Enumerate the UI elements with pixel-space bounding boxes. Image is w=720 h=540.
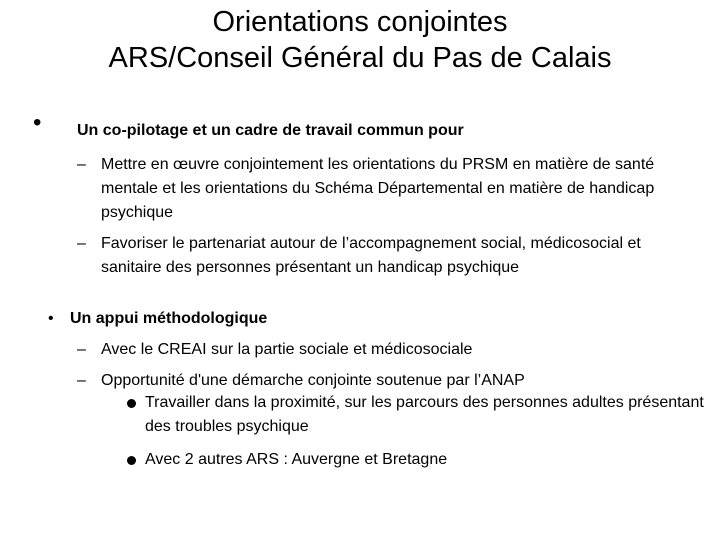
dash-marker: – (77, 235, 86, 252)
sub-item-partenariat: Favoriser le partenariat autour de l’accompagnement social, médicosocial et sanitaire des personnes présentant un handicap psychique (101, 235, 641, 276)
bullet-appui-methodologique: Un appui méthodologique (70, 310, 268, 327)
sub-item-creai: Avec le CREAI sur la partie sociale et médicosociale (101, 341, 473, 358)
slide-title-line-2: ARS/Conseil Général du Pas de Calais (108, 42, 612, 74)
dash-marker: – (77, 156, 86, 173)
dot-bullet-icon (127, 456, 136, 465)
sub-sub-item-autres-ars: Avec 2 autres ARS : Auvergne et Bretagne (145, 451, 448, 468)
bullet-co-pilotage: Un co-pilotage et un cadre de travail commun pour (77, 122, 464, 139)
dash-marker: – (77, 341, 86, 358)
slide-title (0, 4, 720, 76)
slide-title-line-1: Orientations conjointes (212, 6, 508, 38)
dash-marker: – (77, 372, 86, 389)
bullet-marker: • (33, 109, 42, 136)
sub-item-orientations-prsm: Mettre en œuvre conjointement les orientations du PRSM en matière de santé mentale et les orientations du Schéma Départemental en matière de handicap psychique (101, 156, 655, 221)
bullet-marker: • (48, 310, 54, 327)
sub-sub-item-proximite: Travailler dans la proximité, sur les parcours des personnes adultes présentant des troubles psychique (145, 394, 704, 435)
dot-bullet-icon (127, 399, 136, 408)
sub-item-anap: Opportunité d'une démarche conjointe soutenue par l’ANAP (101, 372, 525, 389)
